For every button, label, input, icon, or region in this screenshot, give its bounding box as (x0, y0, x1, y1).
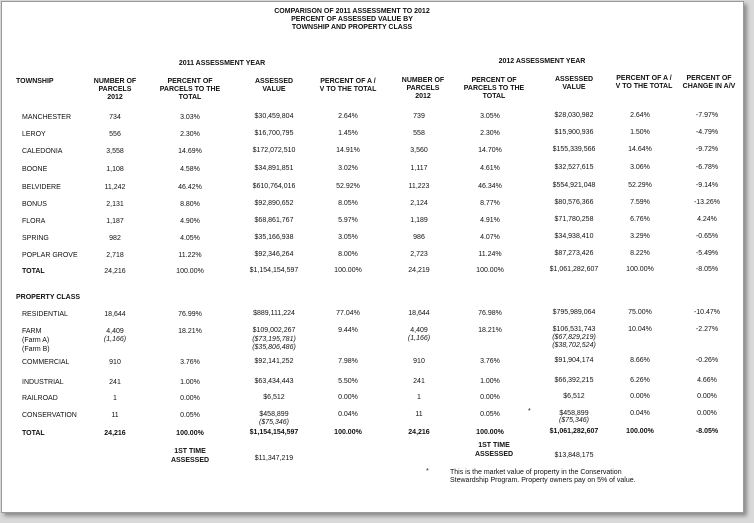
township-cell-chg: -9.72% (695, 146, 719, 153)
class-cell-name: RAILROAD (22, 395, 58, 402)
township-cell-av12: $71,780,258 (554, 216, 594, 223)
township-cell-pav11: 2.64% (338, 113, 358, 120)
township-cell-pp11: 4.90% (180, 218, 200, 225)
class-cell-chg: 4.66% (697, 377, 717, 384)
class-cell-name: CONSERVATION (22, 412, 77, 419)
class-cell-name: INDUSTRIAL (22, 379, 64, 386)
township-total-chg: -8.05% (695, 266, 719, 273)
class-cell-p11: 4,409 (106, 328, 124, 335)
class-cell-pav12: 0.00% (630, 393, 650, 400)
class-cell-av12: $795,989,064 (552, 309, 596, 316)
class-cell-name: FARM (22, 328, 42, 335)
class-cell-pp11: 1.00% (180, 379, 200, 386)
class-cell-p11: 910 (109, 359, 121, 366)
first-time-value-2012: $13,848,175 (554, 452, 594, 459)
township-cell-name: FLORA (22, 218, 46, 225)
township-cell-pav11: 3.05% (338, 234, 358, 241)
township-cell-pp12: 4.07% (480, 234, 500, 241)
class-cell-pav12: 8.66% (630, 357, 650, 364)
class-cell-pp11: 18.21% (178, 328, 202, 335)
class-cell-name: RESIDENTIAL (22, 311, 68, 318)
township-cell-pav11: 5.97% (338, 217, 358, 224)
farm-a-parcels-2012: (1,166) (407, 335, 431, 342)
township-cell-p11: 556 (109, 131, 121, 138)
township-cell-av11: $35,166,938 (254, 234, 294, 241)
township-cell-av12: $15,900,936 (554, 129, 594, 136)
col-header-pct-av-2012: PERCENT OF A / V TO THE TOTAL (615, 75, 673, 90)
township-cell-name: BONUS (22, 201, 47, 208)
conservation-star: * (528, 408, 531, 415)
township-cell-pav12: 1.50% (630, 129, 650, 136)
township-cell-av11: $92,346,264 (254, 251, 294, 258)
class-cell-pp12: 0.05% (480, 411, 500, 418)
township-cell-p11: 1,187 (106, 218, 124, 225)
class-total-p12: 24,216 (408, 429, 430, 436)
township-cell-pp11: 11.22% (178, 252, 202, 259)
township-cell-chg: -5.49% (695, 250, 719, 257)
township-cell-chg: -9.14% (695, 182, 719, 189)
class-cell-p11: 11 (111, 412, 119, 419)
township-cell-p12: 1,189 (410, 217, 428, 224)
class-cell-chg: -10.47% (693, 309, 721, 316)
class-cell-pp11: 0.00% (180, 395, 200, 402)
township-cell-pp11: 2.30% (180, 131, 200, 138)
class-cell-pav12: 10.04% (628, 326, 652, 333)
township-cell-pp11: 46.42% (178, 184, 202, 191)
township-cell-p11: 734 (109, 114, 121, 121)
class-cell-pp11: 0.05% (180, 412, 200, 419)
township-cell-av11: $92,890,652 (254, 200, 294, 207)
col-header-parcels-2012: NUMBER OF PARCELS 2012 (401, 77, 445, 100)
township-cell-pav12: 52.29% (628, 182, 652, 189)
class-cell-pav11: 77.04% (336, 310, 360, 317)
township-cell-pav12: 8.22% (630, 250, 650, 257)
township-cell-pav11: 8.05% (338, 200, 358, 207)
township-cell-av12: $80,576,366 (554, 199, 594, 206)
conservation-sub-av-2012: ($75,346) (559, 417, 589, 424)
township-cell-chg: 4.24% (697, 216, 717, 223)
township-cell-av12: $87,273,426 (554, 250, 594, 257)
township-cell-pav11: 14.91% (336, 147, 360, 154)
township-cell-p12: 986 (413, 234, 425, 241)
township-cell-name: MANCHESTER (22, 114, 72, 121)
class-total-name: TOTAL (22, 430, 45, 437)
township-cell-p12: 11,223 (408, 183, 430, 190)
class-cell-av11: $92,141,252 (254, 358, 294, 365)
township-cell-pp11: 8.80% (180, 201, 200, 208)
property-class-label: PROPERTY CLASS (16, 294, 81, 301)
class-cell-av11: $6,512 (263, 394, 285, 401)
class-total-chg: -8.05% (695, 428, 719, 435)
class-cell-pp12: 18.21% (478, 327, 502, 334)
township-cell-av11: $68,861,767 (254, 217, 294, 224)
col-header-parcels-2011: NUMBER OF PARCELS 2012 (93, 78, 137, 101)
footnote-line-1: This is the market value of property in the Conservation (450, 469, 622, 476)
township-cell-pp12: 14.70% (478, 147, 502, 154)
township-cell-pp11: 4.58% (180, 166, 200, 173)
col-header-township: TOWNSHIP (16, 78, 54, 85)
farm-a-av-2011: ($73,195,781) (252, 336, 296, 343)
class-cell-pav11: 5.50% (338, 378, 358, 385)
col-header-av-2012: ASSESSED VALUE (554, 76, 594, 91)
class-cell-av12: $106,531,743 (552, 326, 596, 333)
footnote-line-2: Stewardship Program. Property owners pay on 5% of value. (450, 477, 636, 484)
year-2012-label: 2012 ASSESSMENT YEAR (498, 58, 586, 65)
class-cell-p11: 241 (109, 379, 121, 386)
class-cell-name: COMMERCIAL (22, 359, 70, 366)
document-page (1, 1, 744, 513)
township-cell-p12: 3,560 (410, 147, 428, 154)
first-time-label-2012-l1: 1ST TIME (478, 442, 510, 449)
township-cell-name: BELVIDERE (22, 184, 61, 191)
township-cell-p12: 1,117 (410, 165, 428, 172)
class-cell-pav11: 7.98% (338, 358, 358, 365)
township-total-pav11: 100.00% (334, 267, 362, 274)
township-cell-pav12: 3.29% (630, 233, 650, 240)
class-cell-av12: $458,899 (559, 410, 589, 417)
class-cell-p12: 4,409 (410, 327, 428, 334)
class-cell-p12: 1 (417, 394, 421, 401)
township-cell-name: POPLAR GROVE (22, 252, 78, 259)
township-cell-pp11: 4.05% (180, 235, 200, 242)
township-cell-av12: $155,339,566 (552, 146, 596, 153)
township-cell-chg: -7.97% (695, 112, 719, 119)
township-cell-av12: $554,921,048 (552, 182, 596, 189)
township-cell-pav12: 6.76% (630, 216, 650, 223)
title-line-2: PERCENT OF ASSESSED VALUE BY (291, 16, 413, 23)
township-cell-av11: $30,459,804 (254, 113, 294, 120)
township-total-p12: 24,219 (408, 267, 430, 274)
col-header-pct-parcels-2012: PERCENT OF PARCELS TO THE TOTAL (463, 77, 525, 100)
col-header-av-2011: ASSESSED VALUE (254, 78, 294, 93)
class-cell-av12: $91,904,174 (554, 357, 594, 364)
township-total-av11: $1,154,154,597 (249, 267, 299, 274)
class-cell-chg: 0.00% (697, 393, 717, 400)
township-cell-pp12: 46.34% (478, 183, 502, 190)
farm-b-av-2011: ($35,806,486) (252, 344, 296, 351)
township-cell-pav11: 52.92% (336, 183, 360, 190)
class-cell-pp11: 76.99% (178, 311, 202, 318)
first-time-value-2011: $11,347,219 (254, 455, 294, 462)
township-cell-av11: $34,891,851 (254, 165, 294, 172)
class-cell-pp12: 0.00% (480, 394, 500, 401)
township-cell-p11: 2,131 (106, 201, 124, 208)
farm-a-av-2012: ($67,829,219) (552, 334, 596, 341)
township-cell-name: SPRING (22, 235, 49, 242)
year-2011-label: 2011 ASSESSMENT YEAR (178, 60, 266, 67)
farm-a-parcels-2011: (1,166) (103, 336, 127, 343)
township-total-av12: $1,061,282,607 (549, 266, 599, 273)
township-cell-pav11: 3.02% (338, 165, 358, 172)
township-total-name: TOTAL (22, 268, 45, 275)
township-cell-chg: -4.79% (695, 129, 719, 136)
township-total-pp12: 100.00% (476, 267, 504, 274)
township-cell-pav11: 1.45% (338, 130, 358, 137)
township-cell-p12: 558 (413, 130, 425, 137)
class-cell-pp11: 3.76% (180, 359, 200, 366)
class-total-pav12: 100.00% (626, 428, 654, 435)
township-cell-av12: $32,527,615 (554, 164, 594, 171)
class-cell-av12: $66,392,215 (554, 377, 594, 384)
class-cell-pp12: 76.98% (478, 310, 502, 317)
class-cell-pav12: 75.00% (628, 309, 652, 316)
class-cell-pav12: 6.26% (630, 377, 650, 384)
class-cell-pav11: 9.44% (338, 327, 358, 334)
class-total-p11: 24,216 (104, 430, 126, 437)
footnote-star: * (426, 468, 429, 475)
col-header-change: PERCENT OF CHANGE IN A/V (682, 75, 736, 90)
class-cell-pav11: 0.00% (338, 394, 358, 401)
township-cell-pav12: 3.06% (630, 164, 650, 171)
title-line-3: TOWNSHIP AND PROPERTY CLASS (291, 24, 413, 31)
township-cell-pav12: 14.64% (628, 146, 652, 153)
township-cell-av11: $172,072,510 (252, 147, 296, 154)
class-cell-av12: $6,512 (563, 393, 585, 400)
township-total-pav12: 100.00% (626, 266, 654, 273)
township-cell-p12: 2,124 (410, 200, 428, 207)
township-total-pp11: 100.00% (176, 268, 204, 275)
township-cell-chg: -13.26% (693, 199, 721, 206)
class-cell-chg: -2.27% (695, 326, 719, 333)
class-cell-pp12: 3.76% (480, 358, 500, 365)
class-cell-chg: 0.00% (697, 410, 717, 417)
township-cell-pp12: 4.91% (480, 217, 500, 224)
township-cell-av12: $28,030,982 (554, 112, 594, 119)
farm-b-av-2012: ($38,702,524) (552, 342, 596, 349)
township-cell-pp12: 4.61% (480, 165, 500, 172)
first-time-label-2011-l2: ASSESSED (170, 457, 210, 464)
township-cell-chg: -0.65% (695, 233, 719, 240)
conservation-sub-av-2011: ($75,346) (259, 419, 289, 426)
title-line-1: COMPARISON OF 2011 ASSESSMENT TO 2012 (274, 8, 430, 15)
class-cell-av11: $458,899 (259, 411, 289, 418)
township-cell-p11: 3,558 (106, 148, 124, 155)
township-cell-p11: 982 (109, 235, 121, 242)
township-cell-av12: $34,938,410 (554, 233, 594, 240)
class-cell-av11: $889,111,224 (253, 310, 295, 317)
class-cell-p12: 241 (413, 378, 425, 385)
class-total-pp11: 100.00% (176, 430, 204, 437)
class-total-av12: $1,061,282,607 (549, 428, 599, 435)
township-cell-p11: 2,718 (106, 252, 124, 259)
class-cell-pp12: 1.00% (480, 378, 500, 385)
township-cell-pp12: 3.05% (480, 113, 500, 120)
class-total-pp12: 100.00% (476, 429, 504, 436)
township-total-p11: 24,216 (104, 268, 126, 275)
class-cell-av11: $63,434,443 (254, 378, 294, 385)
first-time-label-2011-l1: 1ST TIME (174, 448, 206, 455)
col-header-pct-parcels-2011: PERCENT OF PARCELS TO THE TOTAL (159, 78, 221, 101)
class-cell-pav11: 0.04% (338, 411, 358, 418)
class-cell-av11: $109,002,267 (252, 327, 296, 334)
township-cell-pav12: 2.64% (630, 112, 650, 119)
township-cell-p11: 11,242 (104, 184, 126, 191)
farm-a-label: (Farm A) (22, 337, 50, 344)
township-cell-pp12: 2.30% (480, 130, 500, 137)
class-cell-p12: 910 (413, 358, 425, 365)
farm-b-label: (Farm B) (22, 346, 50, 353)
class-total-pav11: 100.00% (334, 429, 362, 436)
township-cell-name: LEROY (22, 131, 46, 138)
township-cell-pp12: 11.24% (478, 251, 502, 258)
township-cell-pp11: 14.69% (178, 148, 202, 155)
class-cell-p11: 18,644 (104, 311, 126, 318)
township-cell-pp12: 8.77% (480, 200, 500, 207)
township-cell-pp11: 3.03% (180, 114, 200, 121)
class-total-av11: $1,154,154,597 (249, 429, 299, 436)
township-cell-p12: 2,723 (410, 251, 428, 258)
class-cell-p11: 1 (113, 395, 117, 402)
township-cell-name: BOONE (22, 166, 48, 173)
township-cell-p12: 739 (413, 113, 425, 120)
township-cell-name: CALEDONIA (22, 148, 63, 155)
col-header-pct-av-2011: PERCENT OF A / V TO THE TOTAL (319, 78, 377, 93)
township-cell-av11: $610,764,016 (252, 183, 296, 190)
township-cell-chg: -6.78% (695, 164, 719, 171)
class-cell-p12: 18,644 (408, 310, 430, 317)
township-cell-p11: 1,108 (106, 166, 124, 173)
class-cell-pav12: 0.04% (630, 410, 650, 417)
township-cell-pav12: 7.59% (630, 199, 650, 206)
township-cell-av11: $16,700,795 (254, 130, 294, 137)
first-time-label-2012-l2: ASSESSED (474, 451, 514, 458)
class-cell-chg: -0.26% (695, 357, 719, 364)
township-cell-pav11: 8.00% (338, 251, 358, 258)
class-cell-p12: 11 (415, 411, 423, 418)
